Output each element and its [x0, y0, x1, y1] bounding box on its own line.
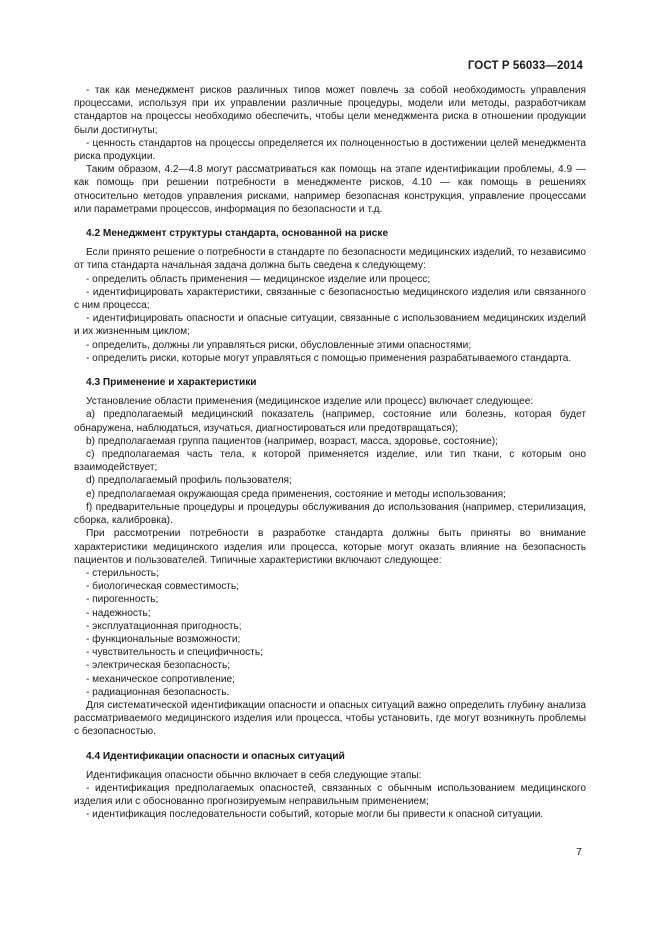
characteristic-item: - чувствительность и специфичность;	[86, 647, 263, 659]
section-4-3-list-item: c) предполагаемая часть тела, к которой применяется изделие, или тип ткани, с которым оно взаимодействует;	[74, 449, 586, 474]
intro-paragraph: - ценность стандартов на процессы определяется их полноценностью в достижении целей менеджмента риска продукции.	[74, 137, 586, 163]
section-4-4-list-item: - идентификация последовательности событий, которые могли бы привести к опасной ситуации.	[86, 809, 544, 821]
characteristic-item: - функциональные возможности;	[86, 633, 241, 645]
characteristic-item: - эксплуатационная пригодность;	[86, 620, 242, 632]
section-4-3-paragraph: Установление области применения (медицинское изделие или процесс) включает следующее:	[86, 396, 534, 408]
characteristic-item: - пирогенность;	[86, 594, 159, 606]
section-heading-4-4: 4.4 Идентификации опасности и опасных ситуаций	[86, 750, 345, 762]
section-heading-4-3: 4.3 Применение и характеристики	[86, 377, 257, 389]
intro-paragraph: Таким образом, 4.2—4.8 могут рассматриваться как помощь на этапе идентификации проблемы, 4.9 — как помощь при решении потребности в менеджменте рисков, 4.10 — как помощь в решениях относительно методов управления рисками, например безопасная конструкция, управление процессами или параметрами процессов, информация по безопасности и т.д.	[74, 164, 586, 215]
section-4-2-list-item: - определить, должны ли управляться риски, обусловленные этими опасностями;	[86, 339, 472, 351]
characteristic-item: - стерильность;	[86, 567, 159, 579]
section-4-2-list-item: - определить область применения — медицинское изделие или процесс;	[86, 273, 431, 285]
section-4-3-list-item: a) предполагаемый медицинский показатель (например, состояние или болезнь, которая будет обнаружена, наблюдаться, изучаться, диагностироваться или предотвращаться);	[74, 409, 586, 434]
section-4-3-list-item: e) предполагаемая окружающая среда применения, состояние и методы использования;	[86, 488, 506, 500]
section-4-2-list-item: - определить риски, которые могут управляться с помощью применения разрабатываемого стандарта.	[86, 352, 572, 364]
document-body	[74, 84, 586, 822]
section-4-3-list-item: b) предполагаемая группа пациентов (например, возраст, масса, здоровье, состояние);	[86, 435, 498, 447]
section-4-2-list-item: - идентифицировать опасности и опасные ситуации, связанные с использованием медицинских изделий и их жизненным циклом;	[74, 313, 586, 338]
document-id: ГОСТ Р 56033—2014	[467, 60, 583, 72]
section-4-3-closing: Для систематической идентификации опасности и опасных ситуаций важно определить глубину анализа рассматриваемого медицинского изделия или процесса, чтобы установить, где могут возникнуть проблемы с безопасностью.	[74, 699, 586, 738]
section-4-3-list-item: f) предварительные процедуры и процедуры обслуживания до использования (например, стерилизация, сборка, калибровка).	[74, 501, 586, 527]
intro-paragraph: - так как менеджмент рисков различных типов может повлечь за собой необходимость управления процессами, используя при их управлении различные процедуры, модели или методы, разработчикам стандартов на процессы необходимо обеспечить, чтобы цели менеджмента риска в отношении продукции были достигнуты;	[74, 85, 586, 136]
characteristic-item: - механическое сопротивление;	[86, 673, 235, 685]
page-number: 7	[576, 846, 582, 858]
section-4-2-list-item: - идентифицировать характеристики, связанные с безопасностью медицинского изделия или связанного с ним процесса;	[74, 286, 586, 312]
section-heading-4-2: 4.2 Менеджмент структуры стандарта, основанной на риске	[86, 228, 389, 240]
characteristic-item: - электрическая безопасность;	[86, 660, 231, 672]
characteristic-item: - биологическая совместимость;	[86, 581, 239, 593]
characteristic-item: - надежность;	[86, 607, 151, 619]
section-4-4-list-item: - идентификация предполагаемых опасностей, связанных с обычным использованием медицинского изделия или с обоснованно прогнозируемым неправильным применением;	[74, 782, 586, 808]
characteristic-item: - радиационная безопасность.	[86, 686, 230, 698]
section-4-3-list-item: d) предполагаемый профиль пользователя;	[86, 475, 292, 487]
section-4-4-paragraph: Идентификация опасности обычно включает в себя следующие этапы:	[86, 769, 422, 781]
section-4-3-paragraph: При рассмотрении потребности в разработке стандарта должны быть приняты во внимание характеристики медицинского изделия или процесса, которые могут оказать влияние на безопасность пациентов и пользователей. Типичные характеристики включают следующее:	[74, 528, 586, 566]
section-4-2-paragraph: Если принято решение о потребности в стандарте по безопасности медицинских изделий, то независимо от типа стандарта начальная задача должна быть сведена к следующему:	[74, 247, 586, 272]
